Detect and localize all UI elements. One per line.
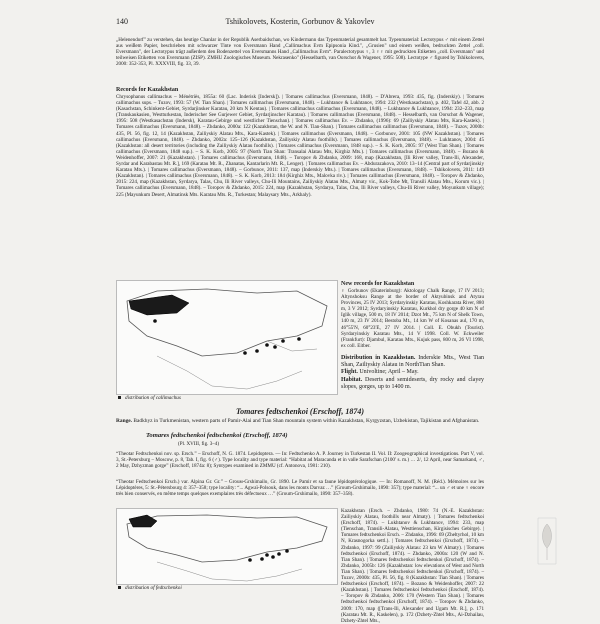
distribution-label: Distribution in Kazakhstan.: [341, 355, 416, 361]
records-heading: Records for Kazakhstan: [116, 87, 179, 93]
original-description: “Theotar Fedtschenkoi nov. sp. Ersch.” – Erschoff, N. G. 1874. Lepidoptera. — In: Fedtschenko A. P. Journey in Turkestan II. Vol. II: Zoogeographical investigations. Part V, vol. 3, St.-Petersburg – Moscow, p. 8, Tab. I, fig. 6 (♂). Type locality and type material: “Habitat ad Maracanda et in valle Sarafschan (2100′ s. m.) … 2/, 12 April, near Samarkand, ♂, 2 May, Dzhyzman gorge” (Erschoff, 1874a: 8); Syntypes examined in ZMMU (cf. Antonova, 1981: 210).: [116, 451, 484, 470]
range-paragraph: [116, 418, 484, 432]
species-title: Tomares fedtschenkoi (Erschoff, 1874): [236, 407, 364, 416]
distribution-map-fedtschenkoi: [116, 508, 338, 585]
plate-reference: (Pl. XVIII, fig. 3–4): [178, 441, 220, 447]
running-header: [116, 17, 484, 29]
distribution-text: Inderskie Mts., West Tian Shan, Zailiyskiy Alatau in NorthTian Shan.: [341, 355, 485, 369]
map-kazakhstan-1: [117, 281, 337, 394]
subspecies-title: Tomares fedtschenkoi fedtschenkoi (Erschoff, 1874): [146, 432, 288, 439]
map-kazakhstan-2: [117, 509, 337, 584]
legend-dot-icon: [118, 396, 121, 399]
map-caption-callimachus: distribution of callimachus: [118, 395, 181, 401]
new-records-heading: New records for Kazakhstan: [341, 281, 415, 287]
flight-label: Flight.: [341, 369, 358, 376]
distribution-map-callimachus: [116, 280, 338, 395]
flight-text: Univoltine; April – May.: [359, 369, 419, 376]
new-records-text: ♀ Gorbunov (Ekaterinburg): Aktologay Chalk Range, 17 IV 2013; Altynshoksu Range at the border of Aktyubinsk and Atyrau Provinces, 25 IV 2013; Syrdaryinskiy Karatau, Koshkarata River, 880 m, 3 V 2012; Syrdaryinskiy Karatau, Kurkhol dry gorge 40 km N of Iglik village, 500 m, 18 IV 2014; Dzot Mt., 75 km N of Shelk Town, 140 m, 23 IV 2014; Bestoba Mt., 14 km W of Kosanas aul, 170 m, 46°55'N, 60°23'E, 27 IV 2014. | Coll. E. Obukh (Tourist). Syrdaryinskiy Karatau Mts., 14 V 1998. Coll. W. Eckweiler (Frankfurt): Djambul, Karatau Mts., Kujuk pass, 800 m, 26 VI 1998, ex coll. Eitber.: [341, 288, 484, 349]
running-title: Tshikolovets, Kosterin, Gorbunov & Yakovlev: [225, 17, 375, 26]
legend-dot-icon: [118, 586, 121, 589]
records-section: [116, 86, 484, 276]
french-note: “Theotar Fedtschenkoi Ersch.) var. Alpina Gr. Gr.” – Grouм-Grshimailo, Gr. 1890. Le Pamir et sa faune lépidoptérologique. — In: Romanoff, N. M. (Réd.). Mémoires sur les Lépidoptères, 5: St.-Pétersbourg 4: 357–358; type locality: “... Agwaï-Polsouk, dans les monts Darvaz …” (Groum-Grshimailo, 1890: 357); type material: “... un ♂ et une ♀ encore très bien conservés, en même temps quelques exemplaires très défectueux …” (Groum-Grshimailo, 1890: 357–358).: [116, 479, 484, 498]
fedtschenkoi-records: Kazakhstan (Ersch. – Zhdanko, 1980: 74 (N.-E. Kazakhstan: Zailiyskiy Alatau, foothills near Almaty). | Tomares fedtschenkoi (Erschoff, 1874). – Lukhtanov & Lukhtanov, 1994: 233, map (Tienschan, Transili-Alatau, Westtienschan, Kirgisisches Gebirge). | Tomares fedtschenkoi Ersch. – Zhdanko, 1996: 69 (Zheltyrhol, 10 km N, Krasnogorka settl.). | Tomares fedtschenkoi (Erschoff, 1874). – Zhdanko, 1997: 99 (Zailiyskiy Alatau: 23 km W Almaty). | Tomares fedtschenkoi (Erschoff, 1874). – Zhdanko, 2000a: 120 (W and N. Tian Shan). | Tomares fedtschenkoi fedtschenkoi (Erschoff, 1874). – Zhdanko, 2005b: 126 (Kazakhstan: low elevations of West and North Tian Shan). | Tomares fedtschenkoi fedtschenkoi (Erschoff, 1874). – Tuzov, 2000b: 435, Pl. 56, fig. 8 (Kazakhstan: Tian Shan). | Tomares fedtschenkoi (Erschoff, 1874). – Bozano & Weidenhoffer, 2007: 22 (Kazakhstan). | Tomares fedtschenkoi fedtschenkoi (Erschoff, 1874). – Toropov & Zhdanko, 2006: 170 (Western Tian Shan). | Tomares fedtschenkoi fedtschenkoi (Erschoff, 1874). – Toropov & Zhdanko, 2009: 170, map ([Trans-Ili, Alexander and Ugam Mt. R.], p. 171 (Karatau Mt. R., Kaskelen), p. 172 (Dzhety-Zhtel Mts., Ai-Dzhailau, Dzhety-Zhtel Mts.,: [341, 508, 484, 624]
distribution-flight-habitat: [341, 355, 484, 405]
range-text: Badkhyz in Turkmenistan, western parts of Pamir-Alai and Tian Shan mountain system within Kazakhstan, Kyrgyzstan, Uzbekistan, Tajikistan and Afghanistan.: [133, 418, 480, 424]
habitat-text: Deserts and semideserts, dry rocky and clayey slopes, gorges, up to 1400 m.: [341, 376, 484, 390]
habitat-label: Habitat.: [341, 376, 363, 383]
map-caption-fedtschenkoi: distribution of fedtschenkoi: [118, 585, 182, 591]
range-label: Range.: [116, 418, 133, 424]
page-number: 140: [116, 17, 128, 26]
thumb-index-marker: [536, 516, 558, 566]
intro-paragraph: „Helenendorf" zu verstehen, das heutige Chanlar in der Republik Aserbaidschan, wo Kindermann das Typenmaterial gesammelt hat. Typenmaterial: Lectotypus ♂ mit einem Zettel aus weißem Papier, beschrieben mit schwarzer Tinte von Eversmann Hand „Callimachus Evm Epipsonia Kind.", „Grusien" und einem weißen, bedruckten Zettel „coll. Eversmann", der Lectotypus trägt außerdem den Bodenzettel von Eversmanns Hand „Callimachus Evm“. Paralectotypus ♀, 3 ♀♀ mit gedruckten Etiketten „coll. Eversmann" und teilweisen Etiketten von Eversmann (ZISP). ZMHU Zoologisches Museum. Nekrasenko" (Hesselbarth, van Oorschot & Wagener, 1995: 508). Lectotype ♂ figured by Tshikolovets, 2000: 352-353, Pl. XXXVIII, fig. 33, 39.: [116, 37, 484, 68]
records-text: Chrysophanus callimachus – Ménétriès, 1855a: 60 (Lac. Inderisk [Indersk]). | Tomares callimachus (Eversmann, 1848). – D'Abrera, 1993: 435, fig. (Inderskiy). | Tomares callimachus sups. – Tuzov, 1993: 57 (W. Tian Shan). | Tomares callimachus (Eversmann, 1848). – Lukhtanov & Lukhtanov, 1994: 232 (Westkasachstan), p. 402, Tafel 42, abb. 2 (Kasachstan, Schinkent-Gebiet, Syrdarjinsker Karatau, 20 km N Kentau). | Tomares callimachus callimachus (Eversmann, 1848). – Lukhtanov & Lukhtanov, 1994: 232–233, map (Transkaukasien, Westturkestan, Inderischer See Gurjewer Gebiet, Syrdarjinscher Karatau). | Tomares callimachus (Eversmann, 1848). – Hesselbarth, van Oorschot & Wagener, 1995: 508 (Westkasachstan (Indersk), Karatau-Gebirge und westlicher Tienschan). | Tomares callimachus Ev. – Zhdanko, (1996): 69 (Zailiyskiy Alatau Mts, Kara-Kastek). | Tomares callimachus (Eversmann, 1848). – Zhdanko, 2000a: 122 (Kazakhstan, the W. and N. Tian-Shan). | Tomares callimachus callimachus (Eversmann, 1848). – Tuzov, 2000b: 435, Pl. 56, fig. 12, 14 (Kazakhstan, Zailiyskiy Alatau Mts., Kara-Kastek). | Tomares callimachus (Eversmann, 1848). – Gorbunov, 2001: 105 (NW Kazakhstan). | Tomares callimachus (Eversmann, 1848). – Zhdanko, 2002a: 125–126 (Kazakhstan, Zailiyskiy Alatau foothills). | Tomares callimachus (Eversmann, 1848). – Lukhtanov, 2004: 45 (Kazakhstan: all desert territories (including the Zailiyskiy Alatau foothills). | Tomares callimachus (Eversmann, 1848 sup.). – S. K. Korb, 2005: 97 (West Tian Shan). | Tomares callimachus (Eversmann, 1848 sup.). – S. K. Korb, 2005: 97 (North Tian Shan: Transalai Alatau Mts, Kirghiz Mts.). | Tomares callimachus (Eversmann, 1848). – Bozano & Weidenhoffer, 2007: 21 (Kazakhstan). | Tomares callimachus (Eversmann, 1848). – Toropov & Zhdanko, 2009: 168, map (Kazakhstan, [Ili River valley, Trans-Ili, Alexander, Syrdar and Karabastau Mt. R.], 169 (Karatau Mt. R., Zhanatas, Kantarlarin Mt. R., Lenger). | Tomares callimachus Ev. – Abdurazakova, 2010: 13–14 (Central part of Syrdarjinskiy Karatau Mts.). | Tomares callimachus (Eversmann, 1848). – Gorbunov, 2011: 137, map (Inderskiy Mts.). | Tomares callimachus (Eversmann, 1848). – Tshikolovets, 2011: 149 (Kazakhstan). | Tomares callimachus (Eversmann, 1848). – S. K. Korb, 2013: 184 (Kirghiz Mts., Malovka riv.). | Tomares callimachus (Eversmann, 1848). – Toropov & Zhdanko, 2015: 224, map (Kazakhstan, Syrdarya, Talas, Chu, Ili River valleys, Chu-Ili Mountains, Zailiyskiy Alatau Mts., Almaty vic., Kok-Tobe Mt, Transili Alatau Mts., Korum vic.). | Tomares callimachus (Eversmann, 1848). – Toropov & Zhdanko, 2015: 224, map (Kazakhstan, Syrdarya, Talas, Chu, Ili River valleys, Chu-Ili River valley, Moyunkum village); 225 (Mayunkum Desert, Almatinsk Mts. Karatau Mts. R., Turkestan; Malaysary Mts., Arkhaly).: [116, 94, 484, 198]
